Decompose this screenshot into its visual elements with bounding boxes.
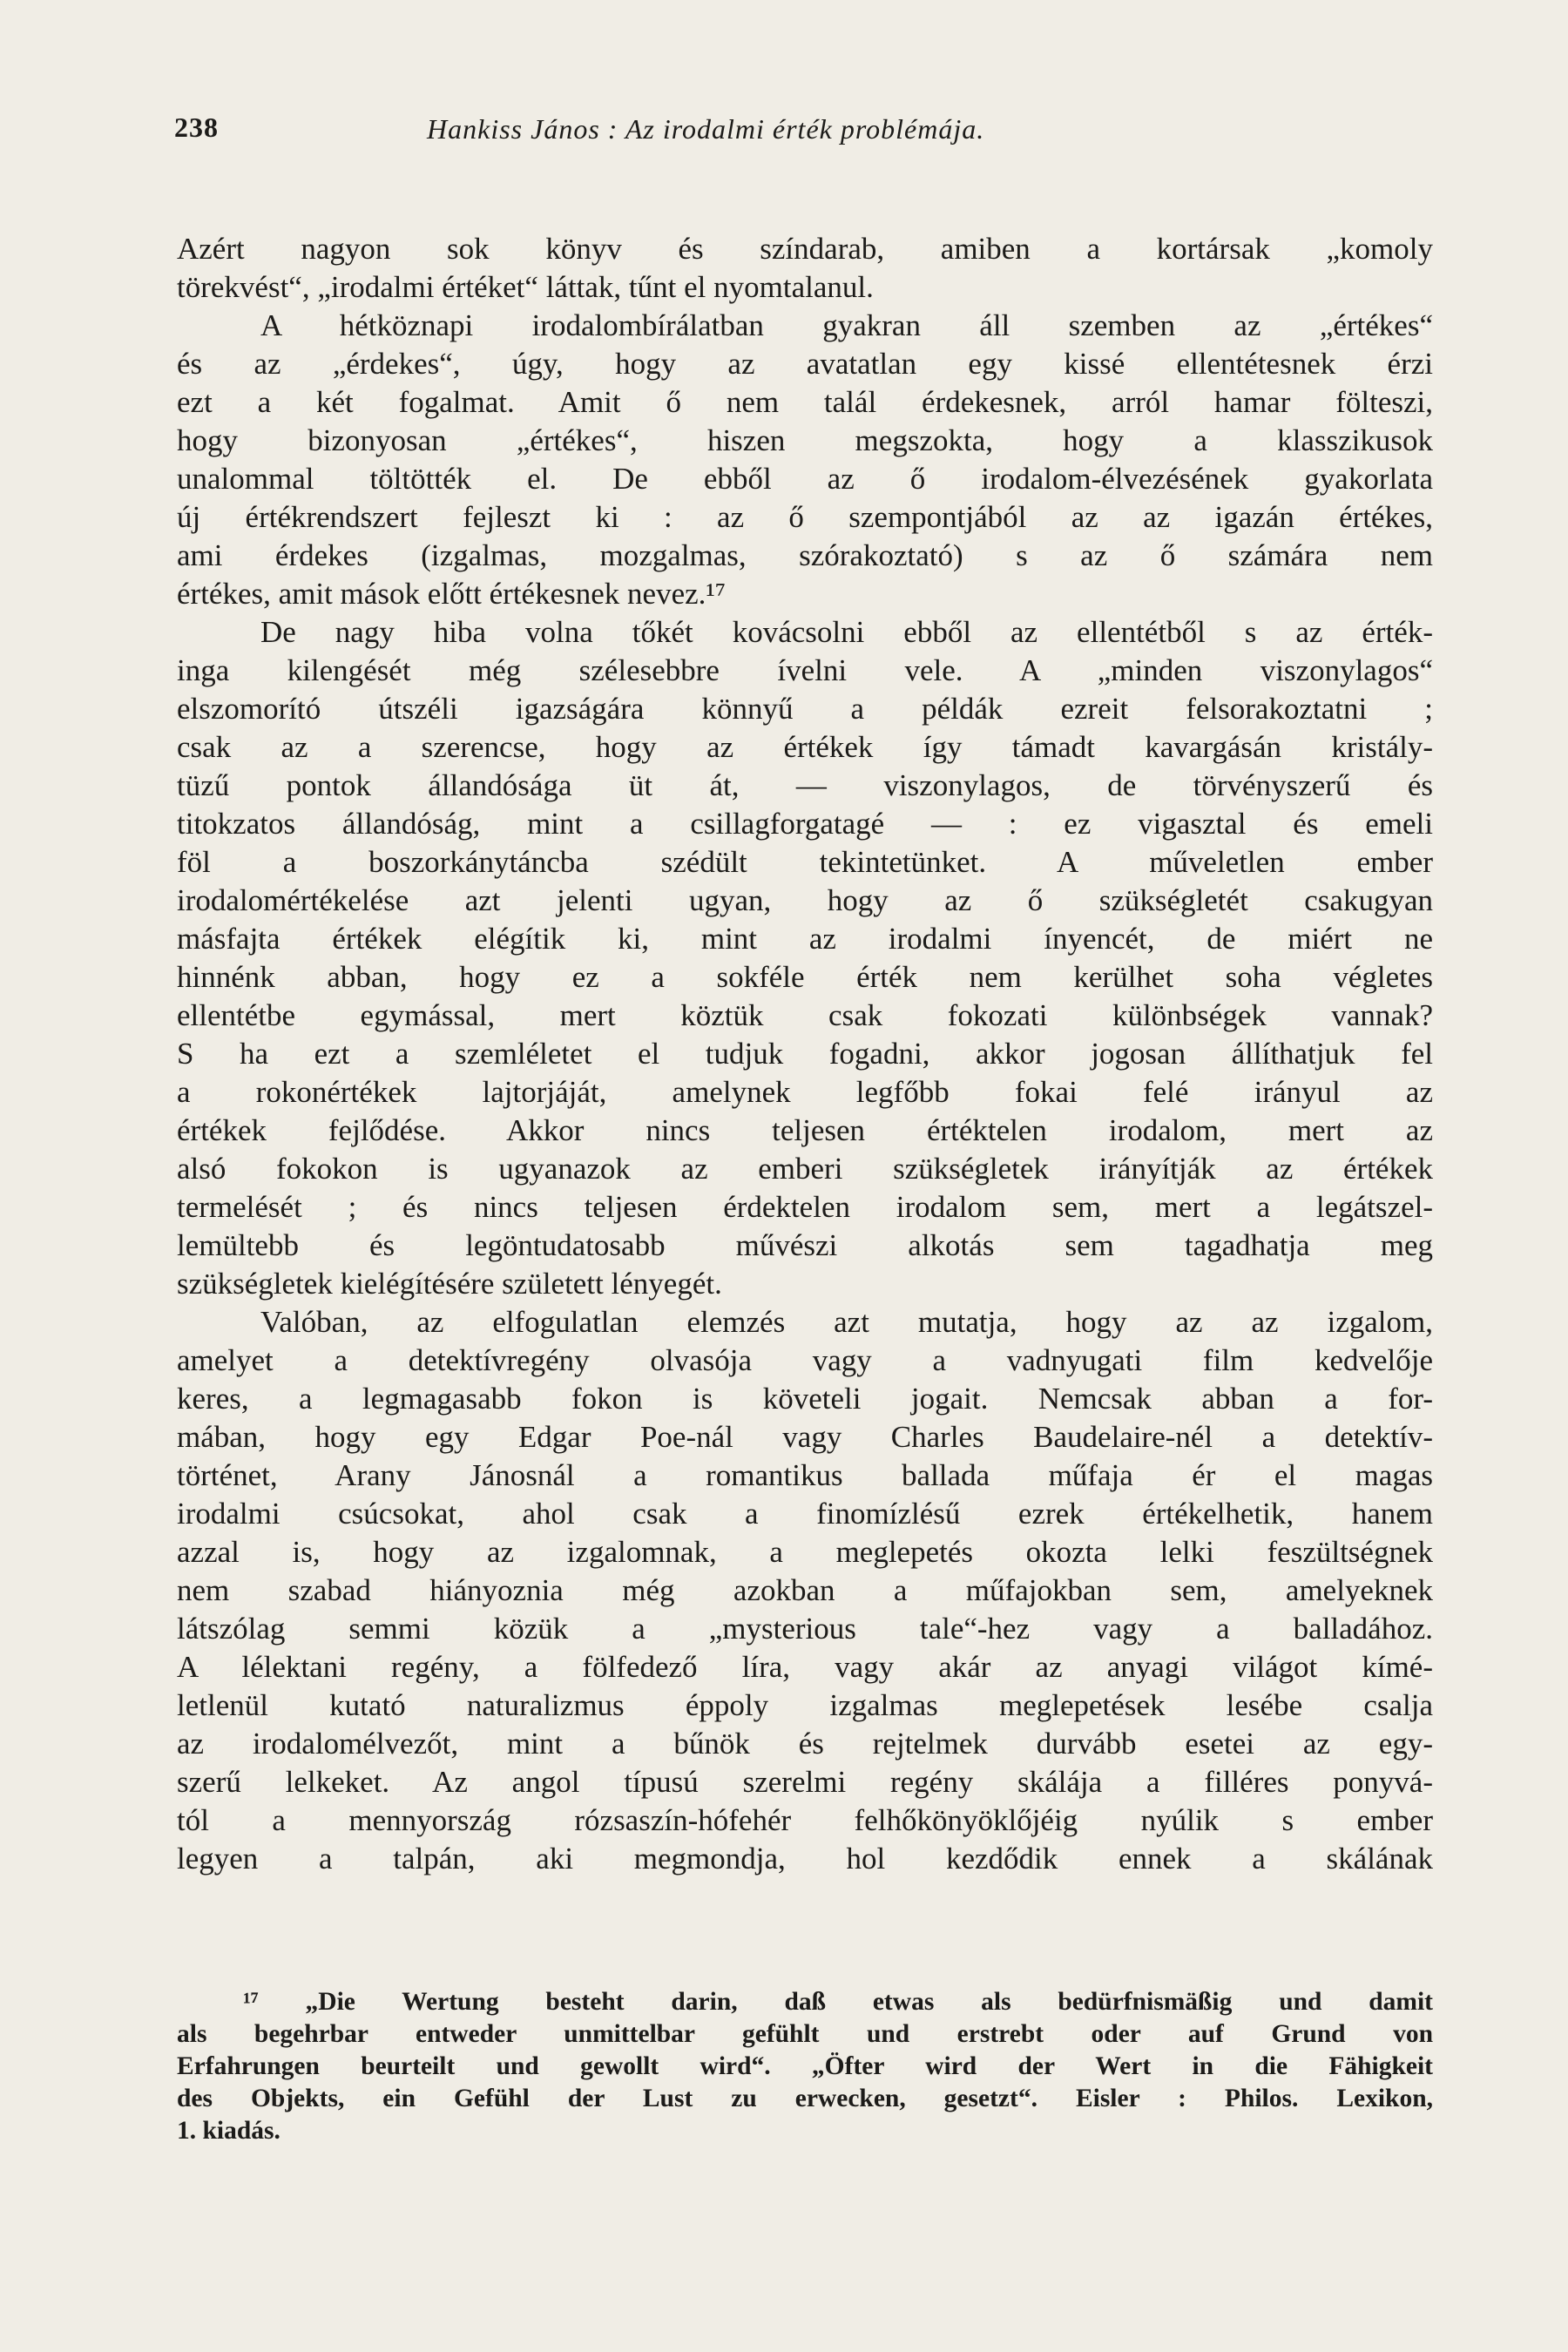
text-line: értékes, amit mások előtt értékesnek nevez.¹⁷ — [177, 577, 727, 611]
text-line: termelését ; és nincs teljesen érdektelen irodalom sem, mert a legátszel- — [177, 1190, 1433, 1224]
text-line: titokzatos állandóság, mint a csillagforgatagé — : ez vigasztal és emeli — [177, 807, 1433, 841]
text-line: S ha ezt a szemléletet el tudjuk fogadni, akkor jogosan állíthatjuk fel — [177, 1037, 1433, 1071]
text-line: elszomorító útszéli igazságára könnyű a példák ezreit felsorakoztatni ; — [177, 692, 1433, 726]
text-line: mában, hogy egy Edgar Poe-nál vagy Charles Baudelaire-nél a detektív- — [177, 1420, 1433, 1454]
text-line: A lélektani regény, a fölfedező líra, vagy akár az anyagi világot kímé- — [177, 1650, 1433, 1684]
text-line: szükségletek kielégítésére született lényegét. — [177, 1267, 722, 1301]
text-line: unalommal töltötték el. De ebből az ő irodalom-élvezésének gyakorlata — [177, 462, 1433, 496]
text-line: tól a mennyország rózsaszín-hófehér felhőkönyöklőjéig nyúlik s ember — [177, 1803, 1433, 1837]
footnote-line: ¹⁷ „Die Wertung besteht darin, daß etwas als bedürfnismäßig und damit — [243, 1988, 1433, 2016]
text-line: ezt a két fogalmat. Amit ő nem talál érdekesnek, arról hamar fölteszi, — [177, 385, 1433, 419]
text-line: nem szabad hiányoznia még azokban a műfajokban sem, amelyeknek — [177, 1573, 1433, 1607]
text-line: legyen a talpán, aki megmondja, hol kezdődik ennek a skálának — [177, 1842, 1433, 1876]
text-line: Valóban, az elfogulatlan elemzés azt mutatja, hogy az az izgalom, — [260, 1305, 1433, 1339]
text-line: amelyet a detektívregény olvasója vagy a vadnyugati film kedvelője — [177, 1343, 1433, 1377]
page-header — [174, 112, 1437, 155]
text-line: a rokonértékek lajtorjáját, amelynek legfőbb fokai felé irányul az — [177, 1075, 1433, 1109]
text-line: látszólag semmi közük a „mysterious tale“-hez vagy a balladához. — [177, 1612, 1433, 1646]
footnote-line: 1. kiadás. — [177, 2117, 280, 2145]
text-line: irodalomértékelése azt jelenti ugyan, hogy az ő szükségletét csakugyan — [177, 883, 1433, 917]
text-line: Azért nagyon sok könyv és színdarab, amiben a kortársak „komoly — [177, 232, 1433, 266]
footnote-line: des Objekts, ein Gefühl der Lust zu erwecken, gesetzt“. Eisler : Philos. Lexikon, — [177, 2085, 1433, 2112]
text-line: szerű lelkeket. Az angol típusú szerelmi regény skálája a filléres ponyvá- — [177, 1765, 1433, 1799]
text-line: hogy bizonyosan „értékes“, hiszen megszokta, hogy a klasszikusok — [177, 423, 1433, 457]
text-line: az irodalomélvezőt, mint a bűnök és rejtelmek durvább esetei az egy- — [177, 1727, 1433, 1761]
text-line: lemültebb és legöntudatosabb művészi alkotás sem tagadhatja meg — [177, 1228, 1433, 1262]
text-line: törekvést“, „irodalmi értéket“ láttak, tűnt el nyomtalanul. — [177, 270, 874, 304]
text-line: A hétköznapi irodalombírálatban gyakran áll szemben az „értékes“ — [260, 308, 1433, 342]
text-line: és az „érdekes“, úgy, hogy az avatatlan egy kissé ellentétesnek érzi — [177, 347, 1433, 381]
footnote-line: als begehrbar entweder unmittelbar gefühlt und erstrebt oder auf Grund von — [177, 2020, 1433, 2048]
text-line: ami érdekes (izgalmas, mozgalmas, szórakoztató) s az ő számára nem — [177, 538, 1433, 572]
text-line: alsó fokokon is ugyanazok az emberi szükségletek irányítják az értékek — [177, 1152, 1433, 1186]
text-line: keres, a legmagasabb fokon is követeli jogait. Nemcsak abban a for- — [177, 1382, 1433, 1416]
footnote — [177, 1986, 1433, 2147]
text-line: letlenül kutató naturalizmus éppoly izgalmas meglepetések lesébe csalja — [177, 1688, 1433, 1722]
text-line: föl a boszorkánytáncba szédült tekintetünket. A műveletlen ember — [177, 845, 1433, 879]
text-line: értékek fejlődése. Akkor nincs teljesen értéktelen irodalom, mert az — [177, 1113, 1433, 1147]
text-line: De nagy hiba volna tőkét kovácsolni ebből az ellentétből s az érték- — [260, 615, 1433, 649]
text-line: csak az a szerencse, hogy az értékek így támadt kavargásán kristály- — [177, 730, 1433, 764]
running-title: Hankiss János : Az irodalmi érték problémája. — [427, 113, 985, 145]
text-line: másfajta értékek elégítik ki, mint az irodalmi ínyencét, de miért ne — [177, 922, 1433, 956]
text-line: hinnénk abban, hogy ez a sokféle érték nem kerülhet soha végletes — [177, 960, 1433, 994]
text-line: ellentétbe egymással, mert köztük csak fokozati különbségek vannak? — [177, 998, 1433, 1032]
footnote-line: Erfahrungen beurteilt und gewollt wird“. „Öfter wird der Wert in die Fähigkeit — [177, 2052, 1433, 2080]
text-line: új értékrendszert fejleszt ki : az ő szempontjából az az igazán értékes, — [177, 500, 1433, 534]
text-line: inga kilengését még szélesebbre ívelni vele. A „minden viszonylagos“ — [177, 653, 1433, 687]
text-line: irodalmi csúcsokat, ahol csak a finomízlésű ezrek értékelhetik, hanem — [177, 1497, 1433, 1531]
text-line: történet, Arany Jánosnál a romantikus ballada műfaja ér el magas — [177, 1458, 1433, 1492]
text-line: azzal is, hogy az izgalomnak, a meglepetés okozta lelki feszültségnek — [177, 1535, 1433, 1569]
text-line: tüzű pontok állandósága üt át, — viszonylagos, de törvényszerű és — [177, 768, 1433, 802]
main-text — [177, 230, 1433, 1878]
page-number: 238 — [174, 112, 219, 143]
